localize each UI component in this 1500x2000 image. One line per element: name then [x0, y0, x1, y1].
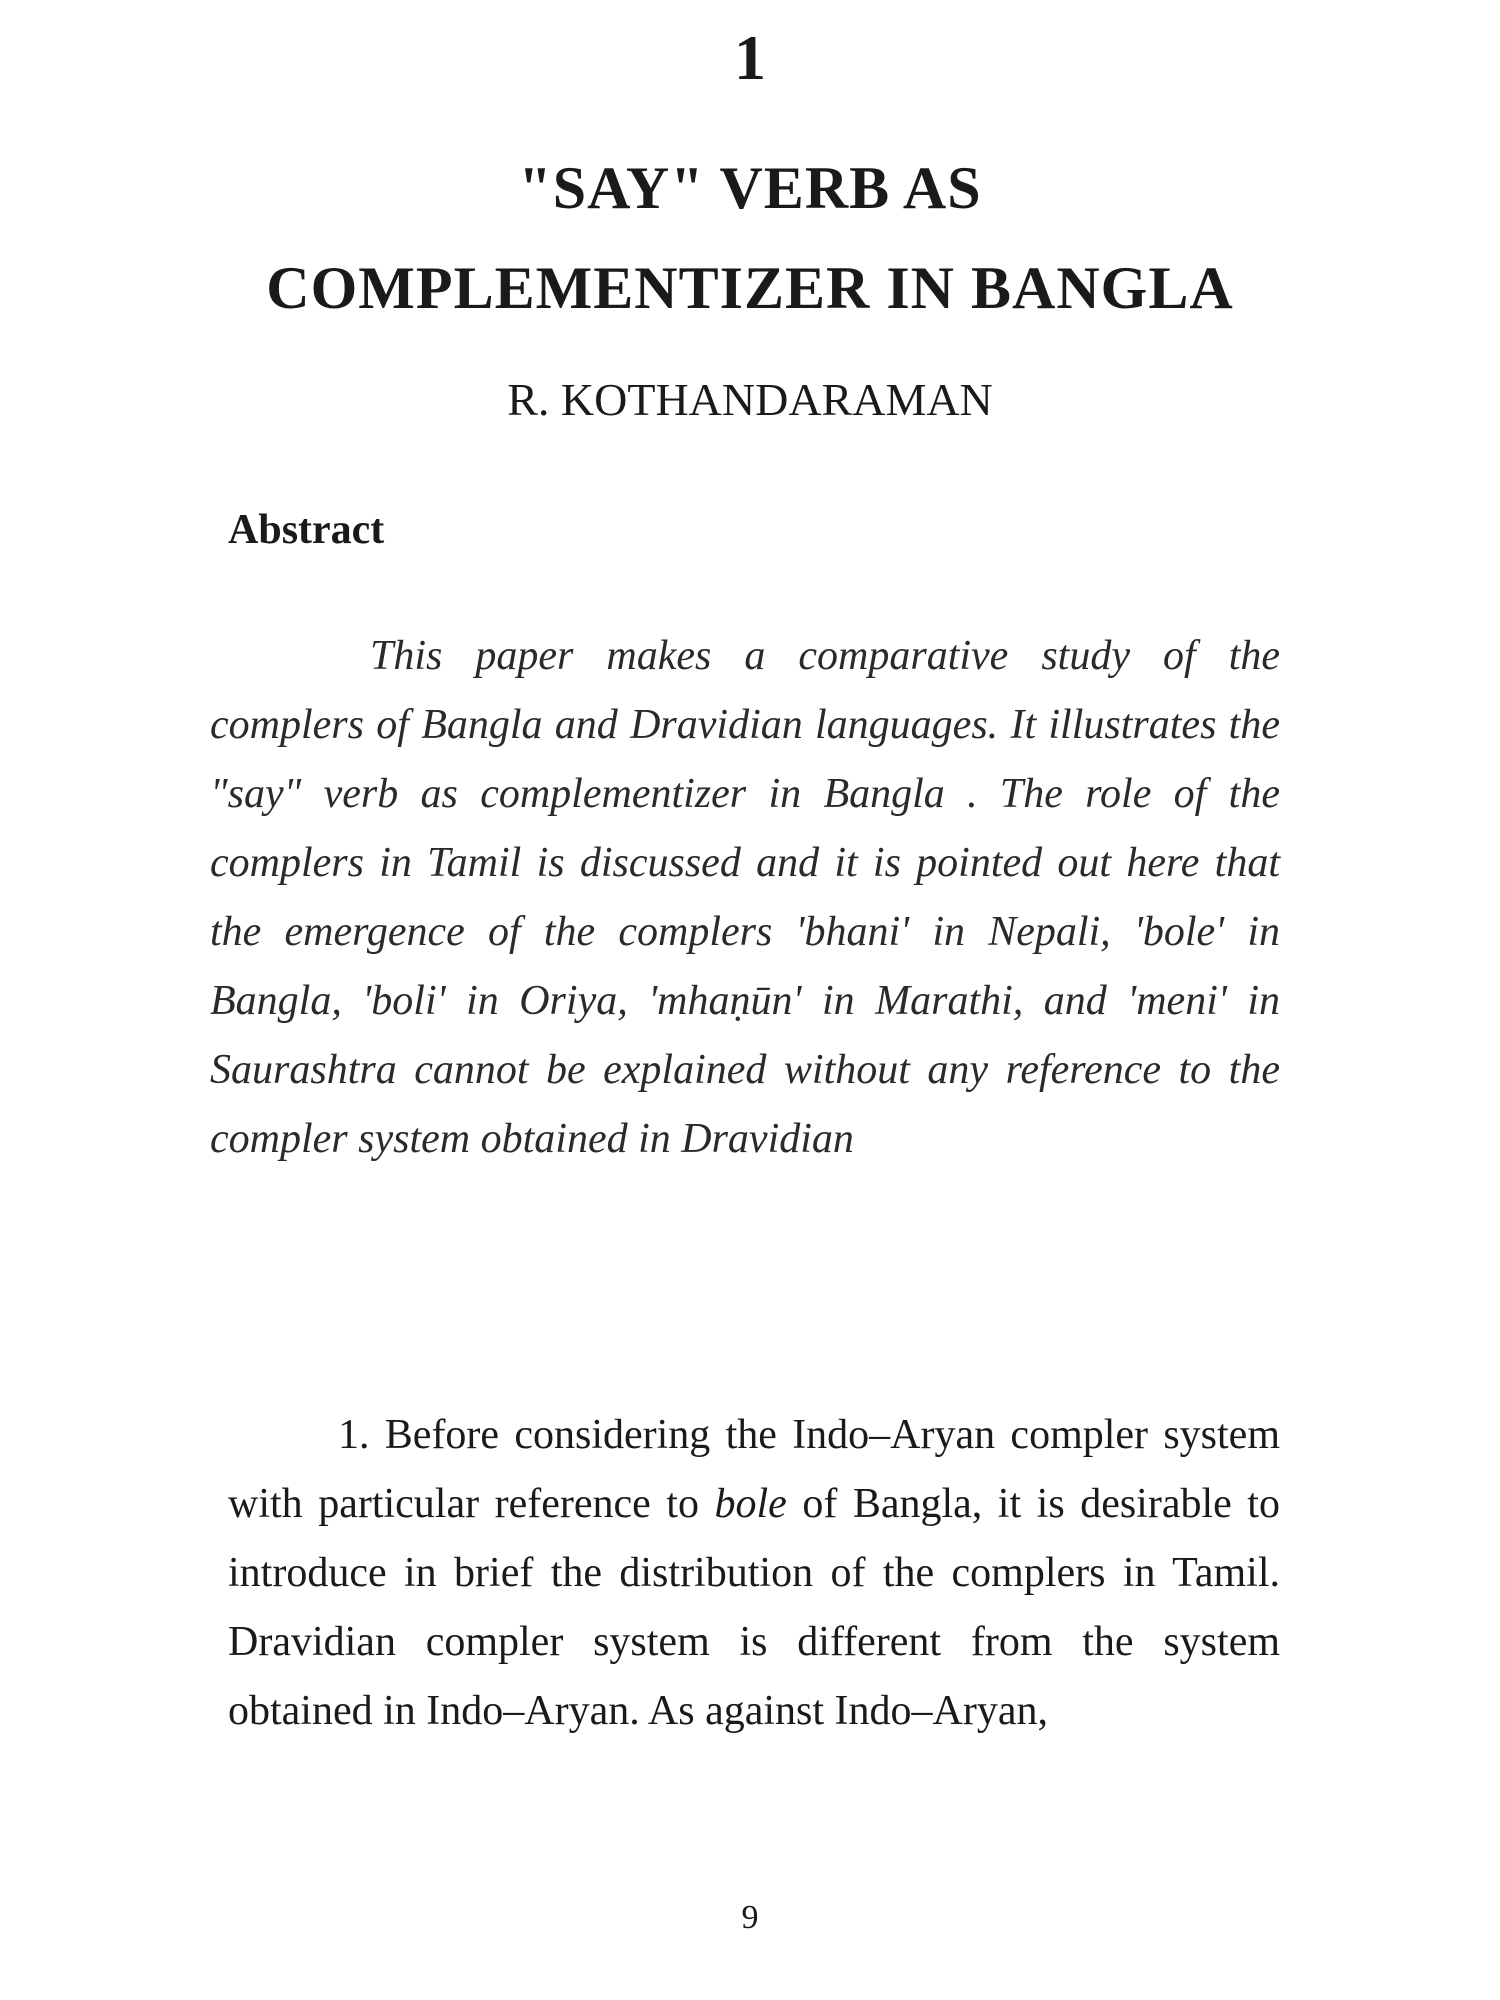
- chapter-title: [100, 138, 1400, 338]
- abstract-text: This paper makes a comparative study of the complers of Bangla and Dravidian languages. It illustrates the "say" verb as complementizer in Bangla . The role of the complers in Tamil is discussed and it is pointed out here that the emergence of the complers 'bhani' in Nepali, 'bole' in Bangla, 'boli' in Oriya, 'mhaṇūn' in Marathi, and 'meni' in Saurashtra cannot be explained without any reference to the compler system obtained in Dravidian: [210, 633, 1280, 1162]
- chapter-title-line-2: COMPLEMENTIZER IN BANGLA: [266, 255, 1234, 321]
- body-paragraph-text-start: 1. Before considering the Indo–Aryan compler system with particular reference to: [228, 1412, 1280, 1527]
- page-number: 9: [741, 1899, 759, 1936]
- chapter-number: 1: [734, 22, 766, 93]
- body-paragraph-text-end: of Bangla, it is desirable to introduce in brief the distribution of the complers in Tamil. Dravidian compler system is different from the system obtained in Indo–Aryan. As against Indo–Aryan,: [228, 1481, 1280, 1734]
- abstract-heading: Abstract: [228, 507, 385, 553]
- body-paragraph: [228, 1401, 1280, 1746]
- chapter-title-line-1: "SAY" VERB AS: [518, 155, 982, 221]
- body-paragraph-italic-term: bole: [714, 1481, 787, 1527]
- author-name: R. KOTHANDARAMAN: [507, 374, 993, 425]
